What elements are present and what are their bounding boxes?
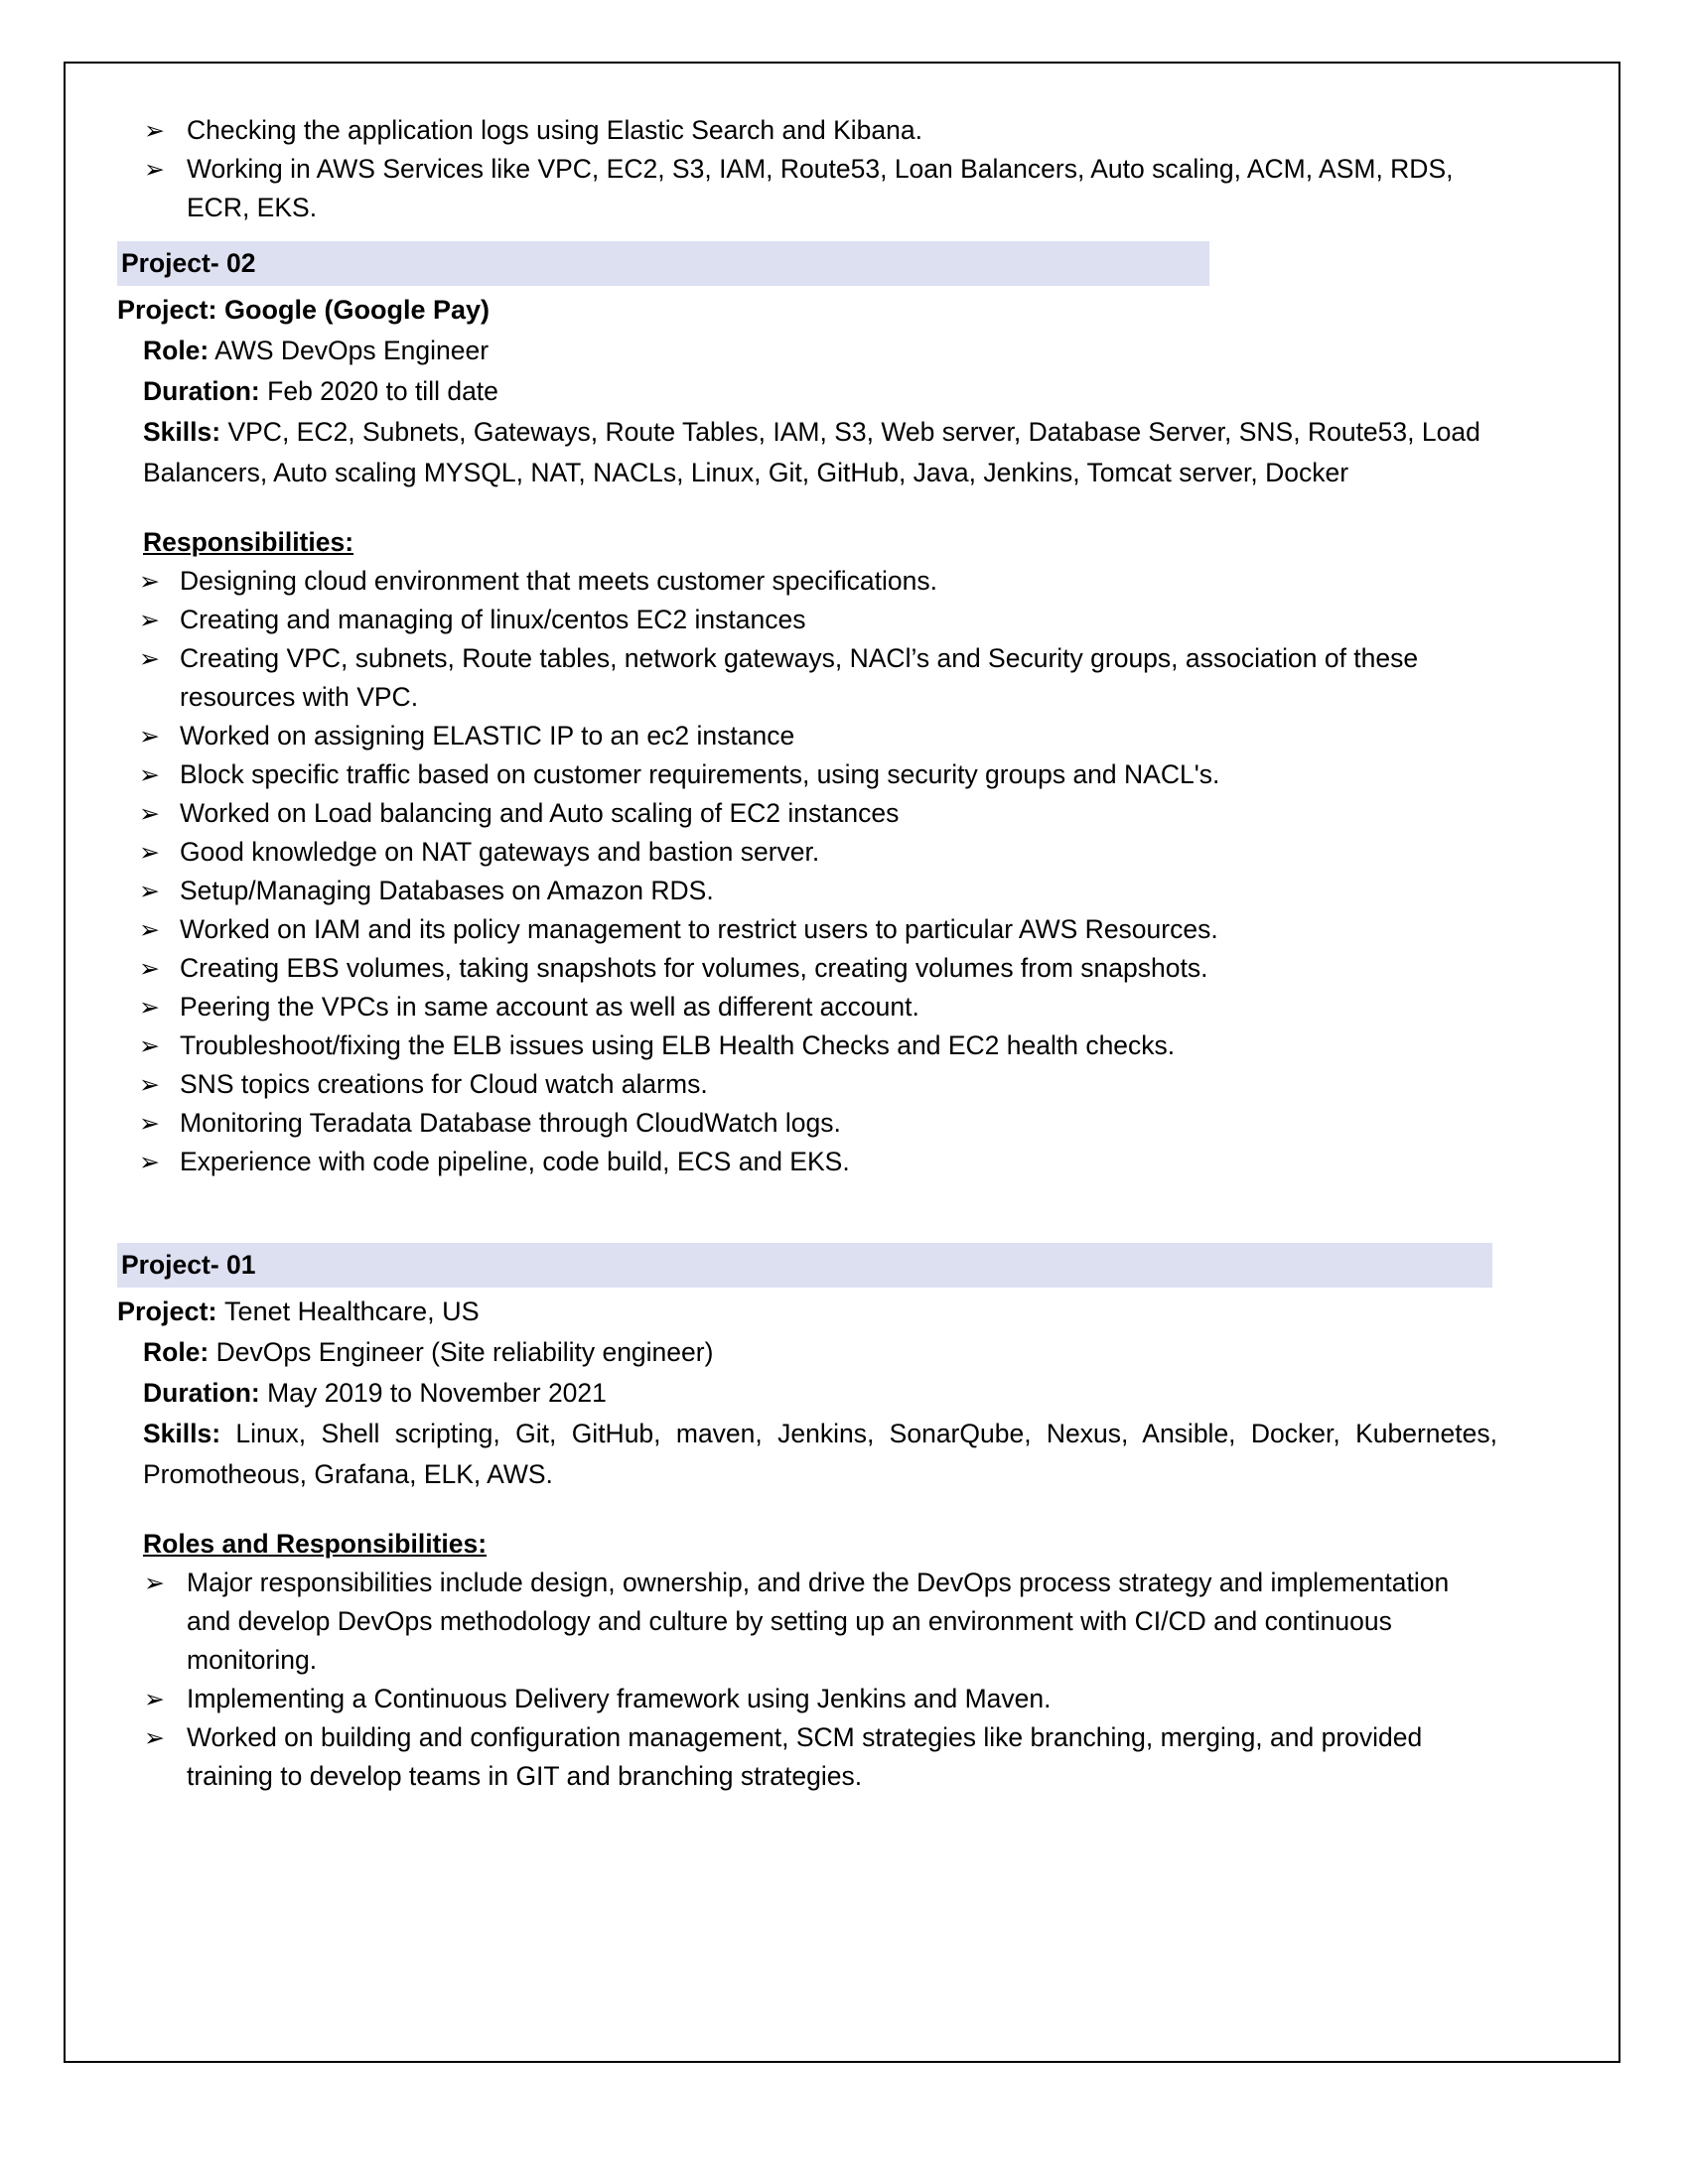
project-value: Tenet Healthcare, US (224, 1297, 480, 1326)
list-item (117, 1104, 1497, 1143)
project-02-responsibilities-heading: Responsibilities: (143, 527, 354, 557)
arrow-bullet-icon: ➢ (139, 1031, 160, 1060)
arrow-bullet-icon: ➢ (139, 1148, 160, 1176)
role-value: AWS DevOps Engineer (214, 336, 490, 365)
list-item-text: Creating EBS volumes, taking snapshots for volumes, creating volumes from snapshots. (180, 953, 1208, 983)
role-label: Role: (143, 336, 210, 365)
list-item-text: Worked on Load balancing and Auto scaling of EC2 instances (180, 798, 900, 828)
project-01-skills (117, 1414, 1497, 1495)
page-content (117, 111, 1497, 1796)
list-item (117, 794, 1497, 833)
arrow-bullet-icon: ➢ (139, 644, 160, 673)
list-item (117, 639, 1497, 717)
arrow-bullet-icon: ➢ (139, 760, 160, 789)
project-01-role (117, 1332, 1497, 1373)
list-item (117, 717, 1497, 755)
arrow-bullet-icon: ➢ (139, 993, 160, 1022)
list-item-text: Worked on IAM and its policy management to restrict users to particular AWS Resources. (180, 914, 1218, 944)
list-item-text: Setup/Managing Databases on Amazon RDS. (180, 876, 714, 905)
list-item-text: Troubleshoot/fixing the ELB issues using ELB Health Checks and EC2 health checks. (180, 1030, 1176, 1060)
role-label: Role: (143, 1337, 210, 1367)
list-item (117, 1026, 1497, 1065)
list-item-text: Major responsibilities include design, ownership, and drive the DevOps process strategy and implementation and develop DevOps methodology and culture by setting up an environment with CI/CD and continuous monitoring. (187, 1568, 1450, 1675)
duration-value: Feb 2020 to till date (267, 376, 498, 406)
spacer (117, 493, 1497, 523)
arrow-bullet-icon: ➢ (139, 954, 160, 983)
list-item-text: Worked on building and configuration management, SCM strategies like branching, merging, and provided training to develop teams in GIT and branching strategies. (187, 1722, 1423, 1791)
arrow-bullet-icon: ➢ (139, 722, 160, 751)
project-02-skills (117, 412, 1497, 493)
arrow-bullet-icon: ➢ (139, 799, 160, 828)
duration-label: Duration: (143, 1378, 260, 1408)
spacer (117, 1495, 1497, 1525)
list-item-text: SNS topics creations for Cloud watch alarms. (180, 1069, 708, 1099)
top-bullet-list (117, 111, 1497, 227)
list-item-text: Creating VPC, subnets, Route tables, network gateways, NACl’s and Security groups, association of these resources with VPC. (180, 643, 1419, 712)
arrow-bullet-icon: ➢ (139, 1070, 160, 1099)
list-item-text: Checking the application logs using Elastic Search and Kibana. (187, 115, 922, 145)
arrow-bullet-icon: ➢ (139, 877, 160, 905)
project-01-responsibilities-list (117, 1564, 1497, 1796)
arrow-bullet-icon: ➢ (139, 838, 160, 867)
list-item (117, 755, 1497, 794)
list-item (117, 1718, 1497, 1796)
list-item (117, 1564, 1497, 1680)
list-item (117, 562, 1497, 601)
skills-value: Linux, Shell scripting, Git, GitHub, maven, Jenkins, SonarQube, Nexus, Ansible, Docker, Kubernetes, Promotheous, Grafana, ELK, AWS. (143, 1419, 1497, 1489)
spacer (117, 1181, 1497, 1243)
list-item (117, 872, 1497, 910)
arrow-bullet-icon: ➢ (139, 1109, 160, 1138)
list-item-text: Worked on assigning ELASTIC IP to an ec2 instance (180, 721, 795, 751)
list-item-text: Working in AWS Services like VPC, EC2, S3, IAM, Route53, Loan Balancers, Auto scaling, ACM, ASM, RDS, ECR, EKS. (187, 154, 1454, 222)
list-item (117, 949, 1497, 988)
list-item-text: Creating and managing of linux/centos EC2 instances (180, 605, 806, 634)
list-item (117, 150, 1497, 227)
list-item (117, 1065, 1497, 1104)
arrow-bullet-icon: ➢ (139, 606, 160, 634)
list-item (117, 1680, 1497, 1718)
list-item-text: Designing cloud environment that meets customer specifications. (180, 566, 937, 596)
list-item (117, 988, 1497, 1026)
list-item (117, 1143, 1497, 1181)
list-item-text: Monitoring Teradata Database through CloudWatch logs. (180, 1108, 841, 1138)
arrow-bullet-icon: ➢ (144, 1685, 165, 1713)
project-02-responsibilities-list (117, 562, 1497, 1181)
project-02-title: Project: Google (Google Pay) (117, 295, 491, 325)
arrow-bullet-icon: ➢ (144, 1723, 165, 1752)
role-value: DevOps Engineer (Site reliability engineer) (215, 1337, 714, 1367)
arrow-bullet-icon: ➢ (144, 116, 165, 145)
list-item (117, 111, 1497, 150)
project-02-heading-bar: Project- 02 (117, 241, 1209, 286)
list-item (117, 601, 1497, 639)
duration-label: Duration: (143, 376, 260, 406)
skills-label: Skills: (143, 1419, 221, 1448)
document-page (64, 62, 1620, 2063)
list-item (117, 910, 1497, 949)
duration-value: May 2019 to November 2021 (267, 1378, 607, 1408)
project-01-duration (117, 1373, 1497, 1414)
list-item-text: Peering the VPCs in same account as well as different account. (180, 992, 919, 1022)
arrow-bullet-icon: ➢ (139, 915, 160, 944)
project-01-responsibilities-heading: Roles and Responsibilities: (143, 1529, 488, 1559)
project-01-project (117, 1292, 1497, 1332)
project-02-duration (117, 371, 1497, 412)
arrow-bullet-icon: ➢ (144, 155, 165, 184)
project-02-role (117, 331, 1497, 371)
arrow-bullet-icon: ➢ (144, 1569, 165, 1597)
spacer (117, 227, 1497, 241)
project-label: Project: (117, 1297, 217, 1326)
project-01-heading-bar: Project- 01 (117, 1243, 1492, 1288)
list-item (117, 833, 1497, 872)
arrow-bullet-icon: ➢ (139, 567, 160, 596)
list-item-text: Block specific traffic based on customer requirements, using security groups and NACL's. (180, 759, 1220, 789)
list-item-text: Experience with code pipeline, code build, ECS and EKS. (180, 1147, 850, 1176)
skills-value: VPC, EC2, Subnets, Gateways, Route Tables, IAM, S3, Web server, Database Server, SNS, Route53, Load Balancers, Auto scaling MYSQL, NAT, NACLs, Linux, Git, GitHub, Java, Jenkins, Tomcat server, Docker (143, 417, 1480, 487)
skills-label: Skills: (143, 417, 221, 447)
list-item-text: Implementing a Continuous Delivery framework using Jenkins and Maven. (187, 1684, 1052, 1713)
list-item-text: Good knowledge on NAT gateways and bastion server. (180, 837, 820, 867)
